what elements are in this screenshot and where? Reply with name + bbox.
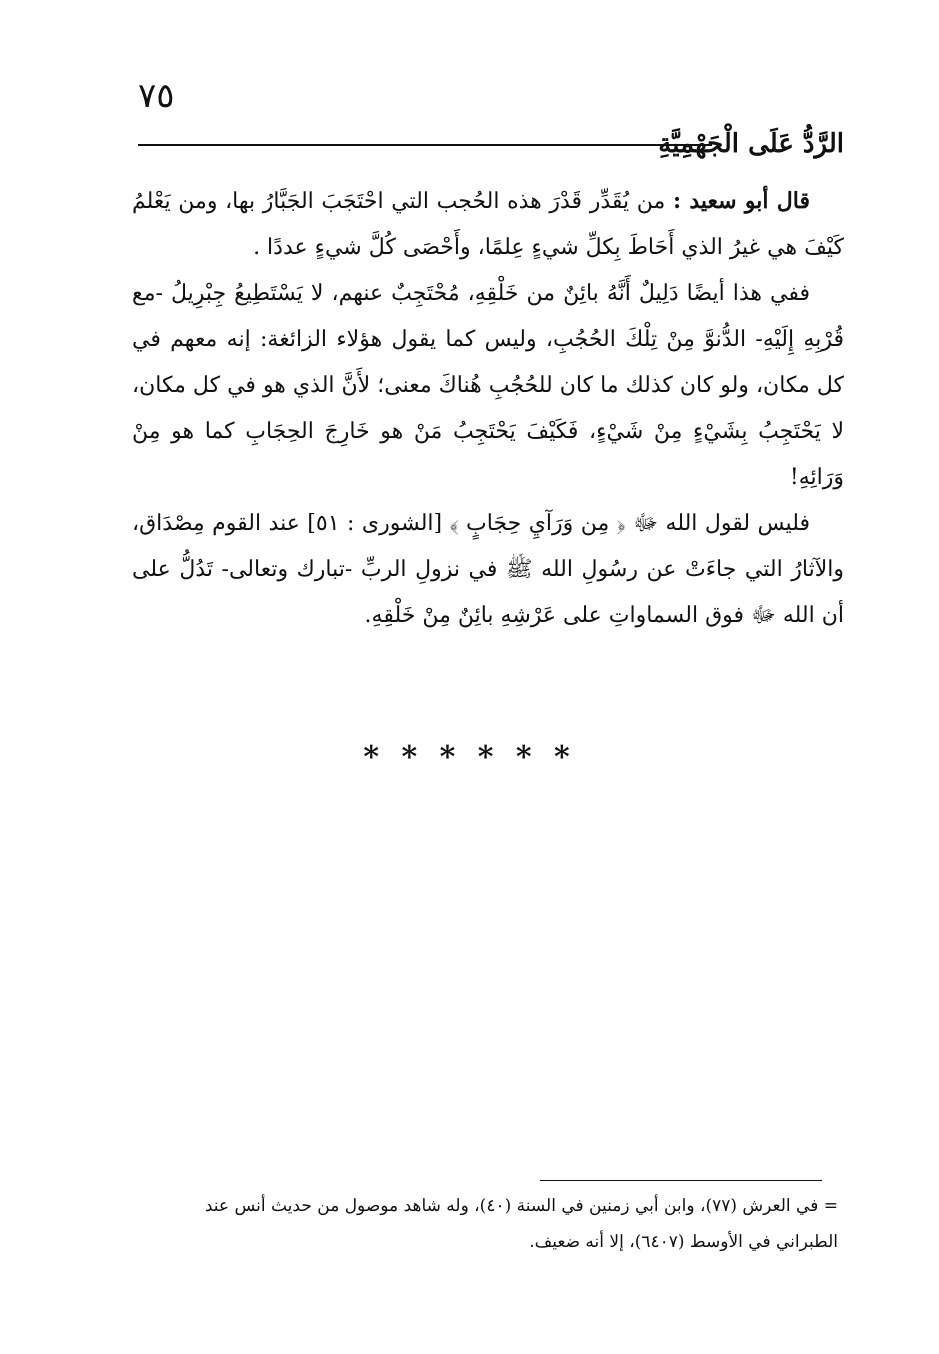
- footnote: [124, 1188, 838, 1260]
- footnote-line-2: الطبراني في الأوسط (٦٤٠٧)، إلا أنه ضعيف.: [529, 1232, 838, 1252]
- speaker-label: قال أبو سعيد :: [672, 188, 810, 214]
- paragraph-1: [132, 178, 844, 271]
- section-separator: * * * * * *: [363, 740, 576, 775]
- paragraph-2: ففي هذا أيضًا دَلِيلٌ أَنَّهُ بائِنٌ من خَلْقِهِ، مُحْتَجِبٌ عنهم، لا يَسْتَطِيعُ جِبْرِيلُ -مع قُرْبِهِ إِلَيْهِ- الدُّنوَّ مِنْ تِلْكَ الحُجُبِ، وليس كما يقول هؤلاء الزائغة: إنه معهم في كل مكان، ولو كان كذلك ما كان للحُجُبِ هُناكَ معنى؛ لأَنَّ الذي هو في كل مكان، لا يَحْتَجِبُ بِشَيْءٍ مِنْ شَيْءٍ، فَكَيْفَ يَحْتَجِبُ مَنْ هو خَارِجَ الحِجَابِ كما هو مِنْ وَرَائِهِ!: [132, 281, 844, 490]
- page-number: ٧٥: [138, 76, 175, 116]
- paragraph-3: فليس لقول الله ﷻ ﴿ مِن وَرَآيِ حِجَابٍ ﴾ [الشورى : ٥١] عند القوم مِصْدَاق، والآثارُ التي جاءَتْ عن رسُولِ الله ﷺ في نزولِ الربِّ -تبارك وتعالى- تَدُلُّ على أن الله ﷻ فوق السماواتِ على عَرْشِهِ بائِنٌ مِنْ خَلْقِهِ.: [132, 511, 844, 628]
- header-rule: [138, 144, 712, 146]
- main-text: [132, 178, 844, 639]
- running-head: الرَّدُّ عَلَى الْجَهْمِيَّةِ: [658, 129, 844, 159]
- footnote-line-1: = في العرش (٧٧)، وابن أبي زمنين في السنة (٤٠)، وله شاهد موصول من حديث أنس عند: [204, 1196, 838, 1216]
- footnote-rule: [540, 1180, 822, 1181]
- paragraph-1-text: من يُقَدِّر قَدْرَ هذه الحُجب التي احْتَجَبَ الجَبَّارُ بها، ومن يَعْلمُ كَيْفَ هي غيرُ الذي أَحَاطَ بِكلِّ شيءٍ عِلمًا، وأَحْصَى كُلَّ شيءٍ عددًا .: [132, 189, 844, 260]
